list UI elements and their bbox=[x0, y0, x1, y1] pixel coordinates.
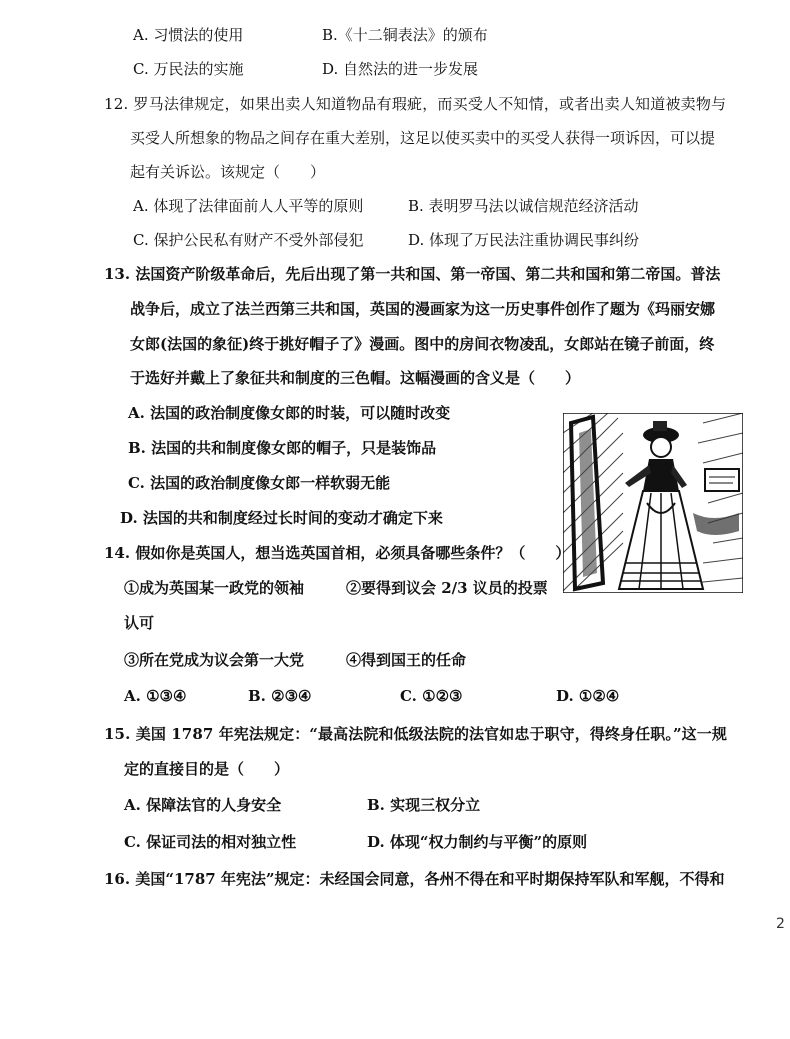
q11-option-d: D. 自然法的进一步发展 bbox=[322, 60, 479, 78]
q11-option-a: A. 习惯法的使用 bbox=[133, 26, 244, 44]
q14-stem-line-1: 14. 假如你是英国人，想当选英国首相，必须具备哪些条件？（ ） bbox=[104, 544, 571, 562]
q14-item-4: ④得到国王的任命 bbox=[346, 651, 467, 669]
cartoon-svg bbox=[563, 413, 743, 593]
q12-stem-line-2: 买受人所想象的物品之间存在重大差别，这足以使买卖中的买受人获得一项诉因，可以提 bbox=[130, 129, 716, 147]
q13-stem-line-2: 战争后，成立了法兰西第三共和国，英国的漫画家为这一历史事件创作了题为《玛丽安娜 bbox=[130, 300, 716, 318]
q13-option-b: B. 法国的共和制度像女郎的帽子，只是装饰品 bbox=[128, 439, 437, 457]
q15-option-d: D. 体现“权力制约与平衡”的原则 bbox=[367, 833, 588, 851]
q14-option-b: B. ②③④ bbox=[248, 687, 312, 705]
q12-option-b: B. 表明罗马法以诚信规范经济活动 bbox=[408, 197, 639, 215]
page-number: 2 bbox=[776, 916, 785, 932]
q13-stem-line-4: 于选好并戴上了象征共和制度的三色帽。这幅漫画的含义是（ ） bbox=[130, 369, 581, 387]
q13-option-a: A. 法国的政治制度像女郎的时装，可以随时改变 bbox=[128, 404, 451, 422]
q15-stem-line-1: 15. 美国 1787 年宪法规定：“最高法院和低级法院的法官如忠于职守，得终身任职。”这一规 bbox=[104, 725, 727, 743]
q15-option-c: C. 保证司法的相对独立性 bbox=[124, 833, 297, 851]
q12-option-a: A. 体现了法律面前人人平等的原则 bbox=[133, 197, 364, 215]
q14-item-3: ③所在党成为议会第一大党 bbox=[124, 651, 305, 669]
q11-option-b: B.《十二铜表法》的颁布 bbox=[322, 26, 488, 44]
q15-stem-line-2: 定的直接目的是（ ） bbox=[124, 760, 290, 778]
q16-stem-line-1: 16. 美国“1787 年宪法”规定：未经国会同意，各州不得在和平时期保持军队和军舰，不得和 bbox=[104, 870, 725, 888]
q12-stem-line-3: 起有关诉讼。该规定（ ） bbox=[130, 163, 326, 181]
q11-option-c: C. 万民法的实施 bbox=[133, 60, 244, 78]
q15-option-b: B. 实现三权分立 bbox=[367, 796, 481, 814]
q14-item-2-cont: 认可 bbox=[124, 614, 155, 632]
q15-option-a: A. 保障法官的人身安全 bbox=[124, 796, 282, 814]
q13-stem-line-3: 女郎(法国的象征)终于挑好帽子了》漫画。图中的房间衣物凌乱，女郎站在镜子前面，终 bbox=[130, 335, 715, 353]
q12-option-c: C. 保护公民私有财产不受外部侵犯 bbox=[133, 231, 364, 249]
cartoon-illustration bbox=[563, 413, 743, 593]
q14-option-a: A. ①③④ bbox=[124, 687, 187, 705]
q12-stem-line-1: 12. 罗马法律规定，如果出卖人知道物品有瑕疵，而买受人不知情，或者出卖人知道被卖物与 bbox=[104, 95, 727, 113]
q14-option-d: D. ①②④ bbox=[556, 687, 620, 705]
q14-item-1: ①成为英国某一政党的领袖 bbox=[124, 579, 305, 597]
q14-item-2: ②要得到议会 2/3 议员的投票 bbox=[346, 579, 548, 597]
q13-option-c: C. 法国的政治制度像女郎一样软弱无能 bbox=[128, 474, 391, 492]
q13-option-d: D. 法国的共和制度经过长时间的变动才确定下来 bbox=[120, 509, 443, 527]
q14-option-c: C. ①②③ bbox=[400, 687, 463, 705]
q12-option-d: D. 体现了万民法注重协调民事纠纷 bbox=[408, 231, 640, 249]
q13-stem-line-1: 13. 法国资产阶级革命后，先后出现了第一共和国、第一帝国、第二共和国和第二帝国。普法 bbox=[104, 265, 721, 283]
